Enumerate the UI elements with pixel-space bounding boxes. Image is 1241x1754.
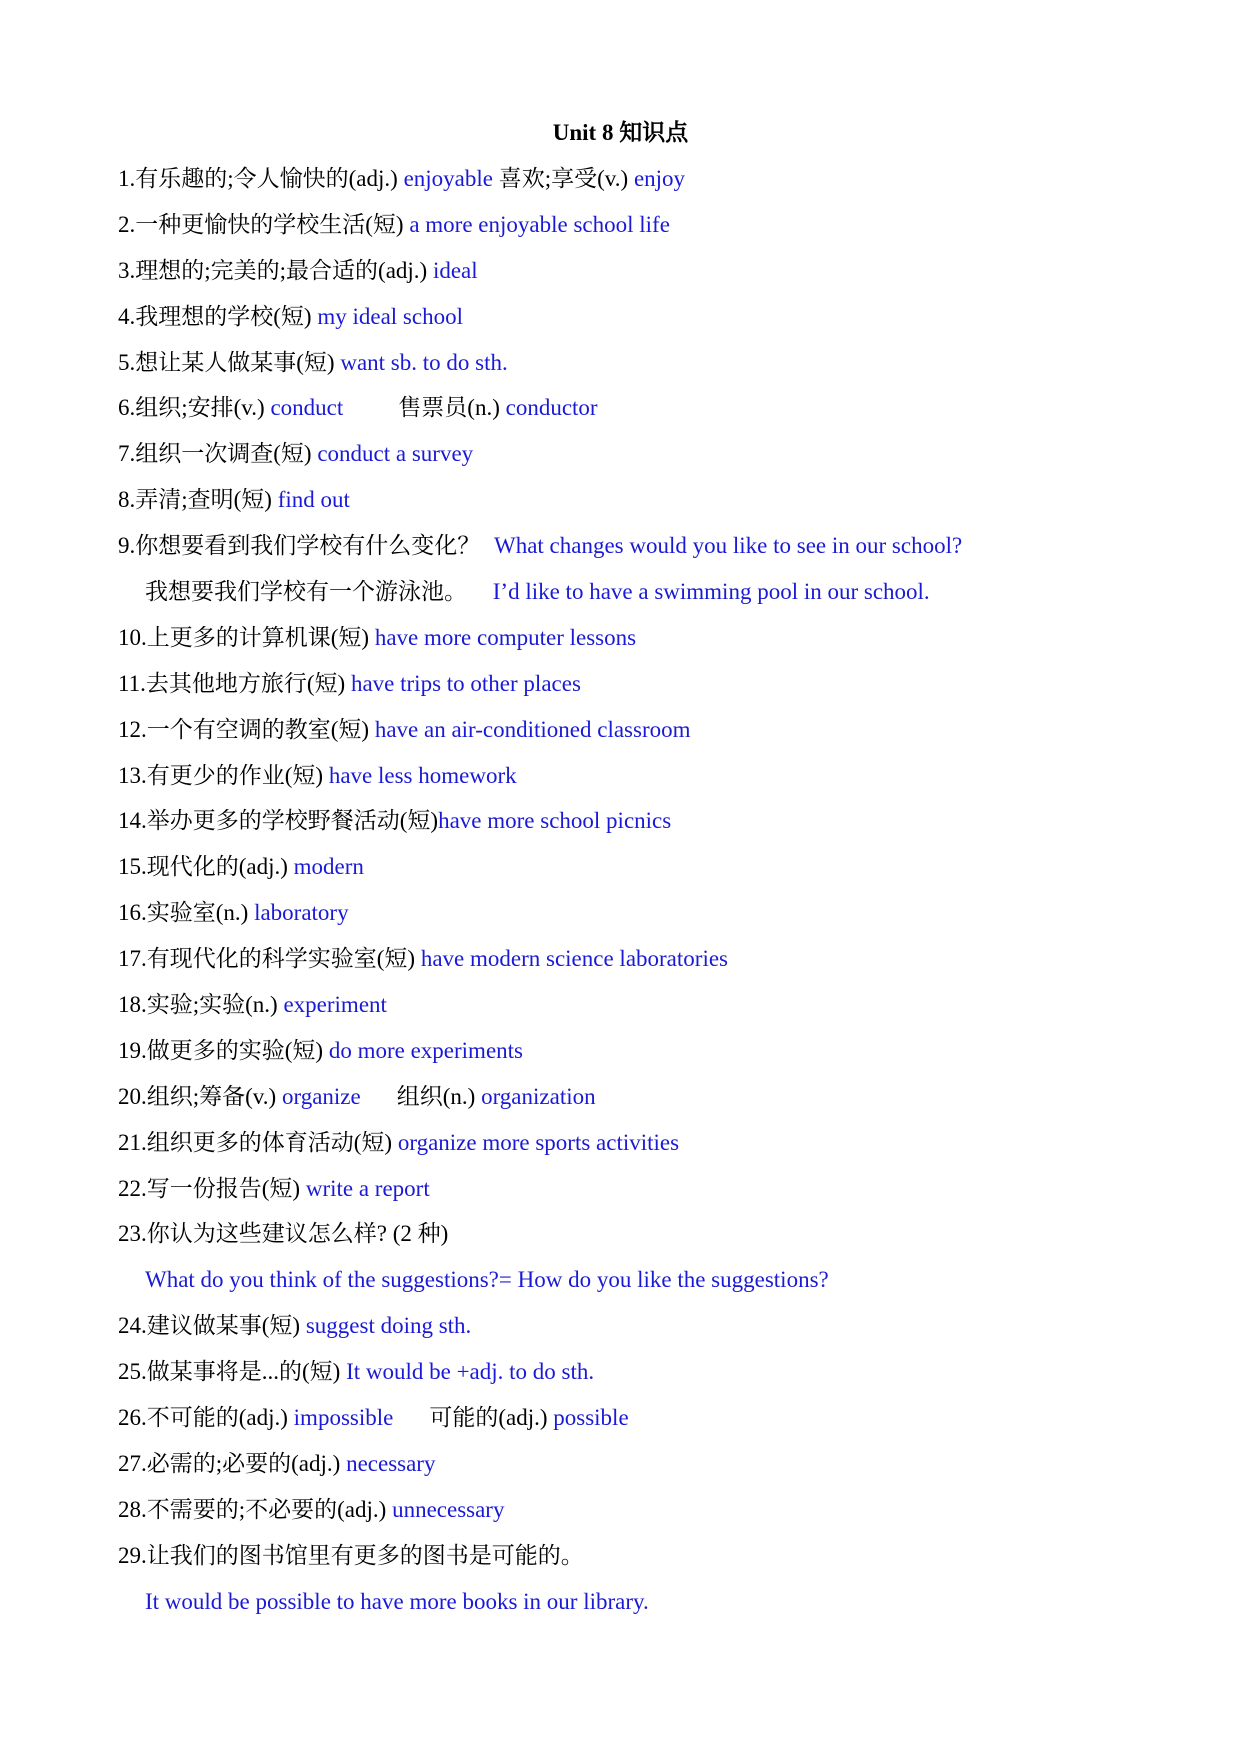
- english-text: necessary: [346, 1450, 436, 1476]
- english-text: What changes would you like to see in our school?: [494, 533, 963, 559]
- list-item-4: [118, 302, 1198, 348]
- list-item-27: [118, 1449, 1198, 1495]
- list-item-14: [118, 806, 1198, 852]
- chinese-text: 9.你想要看到我们学校有什么变化？: [118, 533, 486, 559]
- chinese-text: 17.有现代化的科学实验室(短): [118, 946, 421, 972]
- chinese-text: 12.一个有空调的教室(短): [118, 716, 375, 742]
- chinese-text: 22.写一份报告(短): [118, 1175, 306, 1201]
- list-item-11: [118, 669, 1198, 715]
- english-text: ideal: [432, 257, 478, 283]
- list-item-25: [118, 1357, 1198, 1403]
- list-item-5: [118, 348, 1198, 394]
- chinese-text: 29.让我们的图书馆里有更多的图书是可能的。: [118, 1542, 584, 1568]
- chinese-text: 4.我理想的学校(短): [118, 303, 318, 329]
- chinese-text: 16.实验室(n.): [118, 900, 255, 926]
- list-item-23: [118, 1219, 1198, 1265]
- chinese-text: 5.想让某人做某事(短): [118, 349, 341, 375]
- list-item-2: [118, 210, 1198, 256]
- english-text: suggest doing sth.: [305, 1313, 472, 1339]
- english-text: have an air-conditioned classroom: [374, 716, 691, 742]
- english-text: modern: [293, 854, 364, 880]
- english-text: conduct: [270, 395, 344, 421]
- english-text: find out: [277, 487, 350, 513]
- chinese-text: 24.建议做某事(短): [118, 1313, 306, 1339]
- chinese-text: 8.弄清;查明(短): [118, 487, 278, 513]
- list-item-29: [118, 1541, 1198, 1587]
- list-item-13: [118, 761, 1198, 807]
- chinese-text: 26.不可能的(adj.): [118, 1405, 294, 1431]
- chinese-text: 6.组织;安排(v.): [118, 395, 271, 421]
- chinese-text: 可能的(adj.): [429, 1405, 554, 1431]
- english-text: do more experiments: [328, 1037, 523, 1063]
- english-text: unnecessary: [392, 1496, 505, 1522]
- english-text: have less homework: [328, 762, 517, 788]
- english-text: conductor: [505, 395, 598, 421]
- list-item-19: [118, 1036, 1198, 1082]
- vocabulary-list: [118, 164, 1198, 1633]
- chinese-text: 2.一种更愉快的学校生活(短): [118, 211, 410, 237]
- english-text: organization: [481, 1083, 596, 1109]
- list-item-12: [118, 715, 1198, 761]
- chinese-text: 20.组织;筹备(v.): [118, 1083, 282, 1109]
- english-text: enjoy: [633, 166, 686, 191]
- list-item-6: [118, 393, 1198, 439]
- chinese-text: 15.现代化的(adj.): [118, 854, 294, 880]
- english-text: want sb. to do sth.: [340, 349, 508, 375]
- english-text: have modern science laboratories: [420, 946, 728, 972]
- list-item-28: [118, 1495, 1198, 1541]
- english-text: What do you think of the suggestions?= How do you like the suggestions?: [145, 1267, 829, 1293]
- list-item-21: [118, 1128, 1198, 1174]
- chinese-text: 7.组织一次调查(短): [118, 441, 318, 467]
- list-item-9-answer: [118, 577, 1198, 623]
- list-item-1: [118, 164, 1198, 210]
- chinese-text: 13.有更少的作业(短): [118, 762, 329, 788]
- chinese-text: 14.举办更多的学校野餐活动(短): [118, 808, 439, 834]
- list-item-3: [118, 256, 1198, 302]
- english-text: my ideal school: [317, 303, 463, 329]
- english-text: possible: [553, 1405, 629, 1431]
- chinese-text: 18.实验;实验(n.): [118, 992, 284, 1018]
- page-title: Unit 8 知识点: [552, 120, 689, 145]
- list-item-8: [118, 485, 1198, 531]
- chinese-text: 1.有乐趣的;令人愉快的(adj.): [118, 166, 404, 191]
- list-item-23-answer: [118, 1265, 1198, 1311]
- list-item-26: [118, 1403, 1198, 1449]
- english-text: experiment: [283, 992, 387, 1018]
- english-text: have more school picnics: [438, 808, 672, 834]
- chinese-text: 25.做某事将是...的(短): [118, 1359, 347, 1385]
- english-text: I’d like to have a swimming pool in our school.: [492, 579, 930, 605]
- english-text: have more computer lessons: [374, 624, 637, 650]
- chinese-text: 组织(n.): [396, 1083, 482, 1109]
- list-item-10: [118, 623, 1198, 669]
- english-text: write a report: [305, 1175, 430, 1201]
- list-item-18: [118, 990, 1198, 1036]
- chinese-text: 我想要我们学校有一个游泳池。: [145, 579, 473, 605]
- chinese-text: 喜欢;享受(v.): [492, 166, 634, 191]
- chinese-text: 10.上更多的计算机课(短): [118, 624, 375, 650]
- list-item-24: [118, 1311, 1198, 1357]
- english-text: It would be possible to have more books in our library.: [145, 1588, 649, 1614]
- chinese-text: 27.必需的;必要的(adj.): [118, 1450, 347, 1476]
- chinese-text: 23.你认为这些建议怎么样? (2 种): [118, 1221, 449, 1247]
- chinese-text: 19.做更多的实验(短): [118, 1037, 329, 1063]
- english-text: organize more sports activities: [397, 1129, 680, 1155]
- list-item-17: [118, 944, 1198, 990]
- english-text: laboratory: [254, 900, 349, 926]
- list-item-16: [118, 898, 1198, 944]
- english-text: It would be +adj. to do sth.: [346, 1359, 595, 1385]
- list-item-9: [118, 531, 1198, 577]
- chinese-text: 11.去其他地方旅行(短): [118, 670, 351, 696]
- list-item-22: [118, 1174, 1198, 1220]
- english-text: have trips to other places: [350, 670, 581, 696]
- list-item-29-answer: [118, 1587, 1198, 1633]
- chinese-text: 28.不需要的;不必要的(adj.): [118, 1496, 393, 1522]
- chinese-text: 21.组织更多的体育活动(短): [118, 1129, 398, 1155]
- english-text: a more enjoyable school life: [409, 211, 670, 237]
- list-item-15: [118, 852, 1198, 898]
- chinese-text: 3.理想的;完美的;最合适的(adj.): [118, 257, 433, 283]
- english-text: enjoyable: [403, 166, 493, 191]
- english-text: impossible: [293, 1405, 394, 1431]
- chinese-text: 售票员(n.): [398, 395, 506, 421]
- list-item-20: [118, 1082, 1198, 1128]
- english-text: organize: [281, 1083, 361, 1109]
- english-text: conduct a survey: [317, 441, 474, 467]
- list-item-7: [118, 439, 1198, 485]
